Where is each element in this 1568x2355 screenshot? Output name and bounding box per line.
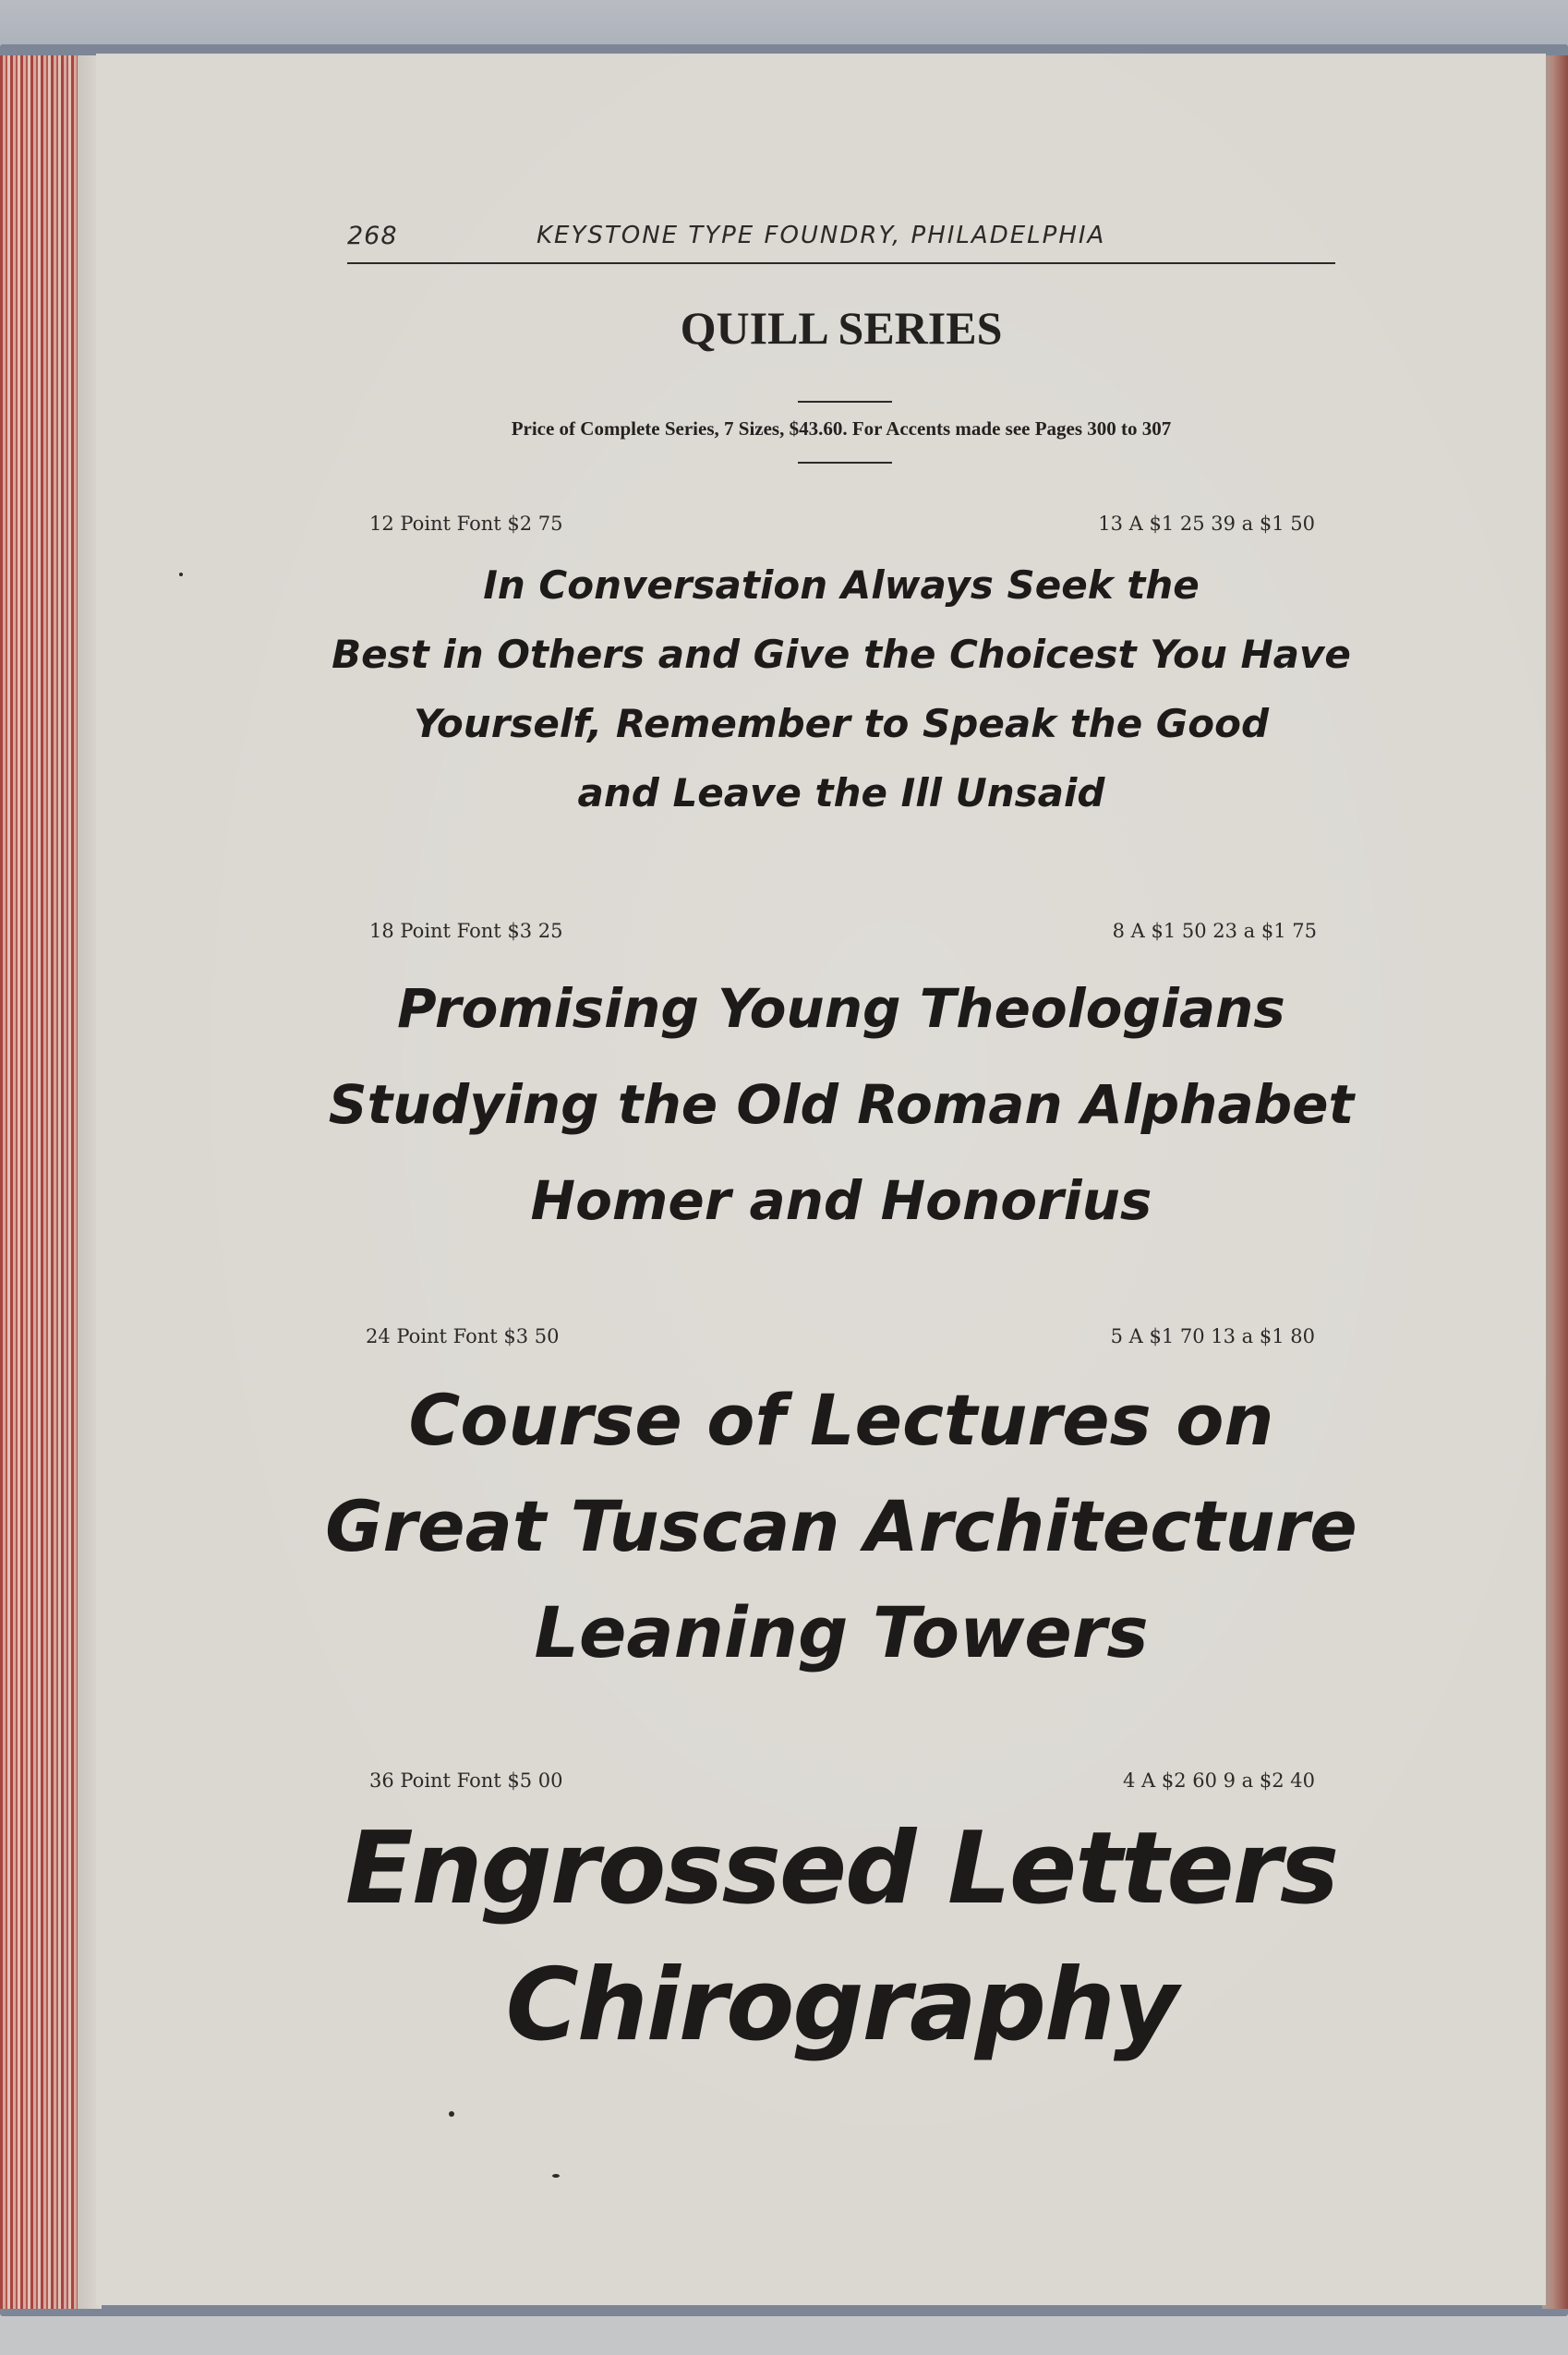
specimen-36-point-text xyxy=(314,1801,1369,2074)
specimen-line: Promising Young Theologians xyxy=(397,977,1285,1040)
specimen-line: Chirography xyxy=(505,1948,1177,2063)
price-note: Price of Complete Series, 7 Sizes, $43.60. For Accents made see Pages 300 to 307 xyxy=(511,417,1172,440)
specimen-line: and Leave the Ill Unsaid xyxy=(577,770,1105,815)
specimen-line: In Conversation Always Seek the xyxy=(483,562,1200,608)
short-rule-top xyxy=(798,401,892,403)
specimen-36-fonts-price: 4 A $2 60 9 a $2 40 xyxy=(1122,1769,1315,1792)
page-number: 268 xyxy=(347,222,398,250)
series-title: QUILL SERIES xyxy=(680,302,1003,354)
specimen-36-size-font: 36 Point Font $5 00 xyxy=(369,1769,563,1792)
specimen-24-point-text xyxy=(314,1367,1369,1685)
specimen-line: Course of Lectures on xyxy=(408,1379,1274,1461)
specimen-18-point-text xyxy=(314,960,1369,1249)
right-page-edge xyxy=(1542,55,1568,2309)
specimen-line: Studying the Old Roman Alphabet xyxy=(328,1073,1355,1136)
running-head xyxy=(347,222,1335,264)
specimen-24-fonts-price: 5 A $1 70 13 a $1 80 xyxy=(1110,1325,1315,1347)
ink-speck xyxy=(449,2111,454,2117)
running-head-title: KEYSTONE TYPE FOUNDRY, PHILADELPHIA xyxy=(537,222,1106,249)
ink-speck xyxy=(179,573,183,576)
specimen-24-size-font: 24 Point Font $3 50 xyxy=(366,1325,560,1347)
specimen-line: Homer and Honorius xyxy=(530,1169,1152,1232)
specimen-12-point-text xyxy=(314,550,1369,827)
specimen-18-fonts-price: 8 A $1 50 23 a $1 75 xyxy=(1112,920,1317,942)
specimen-12-fonts-price: 13 A $1 25 39 a $1 50 xyxy=(1098,513,1315,535)
short-rule-bottom xyxy=(798,462,892,464)
specimen-18-size-font: 18 Point Font $3 25 xyxy=(369,920,563,942)
specimen-12-size-font: 12 Point Font $2 75 xyxy=(369,513,563,535)
specimen-line: Great Tuscan Architecture xyxy=(325,1485,1357,1567)
specimen-line: Yourself, Remember to Speak the Good xyxy=(413,701,1270,746)
ink-speck xyxy=(552,2174,560,2178)
specimen-line: Leaning Towers xyxy=(534,1591,1149,1673)
specimen-line: Best in Others and Give the Choicest You Have xyxy=(332,632,1351,677)
specimen-line: Engrossed Letters xyxy=(344,1811,1338,1926)
